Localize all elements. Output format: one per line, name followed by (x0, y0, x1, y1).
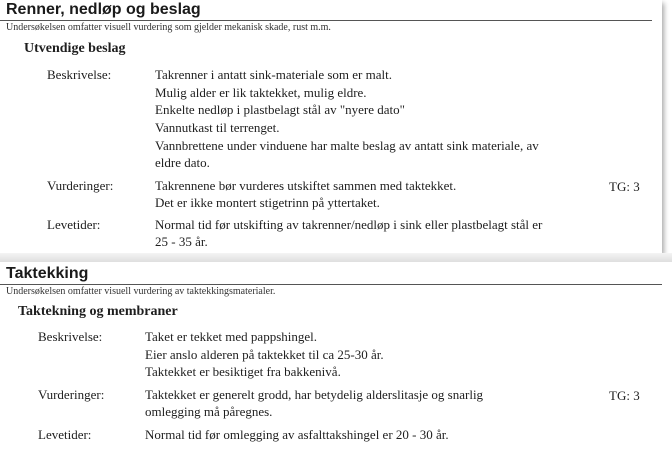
section-subtitle: Undersøkelsen omfatter visuell vurdering av taktekkingsmaterialer. (6, 286, 276, 297)
field-label: Beskrivelse: (38, 329, 103, 344)
section-subtitle: Undersøkelsen omfatter visuell vurdering som gjelder mekanisk skade, rust m.m. (6, 22, 331, 33)
field-text: Taktekket er besiktiget fra bakkenivå. (145, 364, 341, 379)
section-title: Renner, nedløp og beslag (6, 1, 201, 18)
subsection-heading: Taktekning og membraner (18, 304, 178, 319)
field-label: Beskrivelse: (47, 67, 112, 82)
section-divider (0, 284, 662, 285)
field-label: Levetider: (47, 217, 101, 232)
field-label: Vurderinger: (38, 387, 105, 402)
field-text: Taket er tekket med pappshingel. (145, 329, 318, 344)
field-text: eldre dato. (155, 155, 210, 170)
field-text: Det er ikke montert stigetrinn på yttertaket. (155, 195, 380, 210)
field-text: omlegging må påregnes. (145, 404, 273, 419)
tg-rating: TG: 3 (609, 388, 640, 403)
field-text: 25 - 35 år. (155, 234, 208, 249)
field-text: Enkelte nedløp i plastbelagt stål av "nyere dato" (155, 102, 405, 117)
field-label: Vurderinger: (47, 178, 114, 193)
field-text: Mulig alder er lik taktekket, mulig eldre. (155, 85, 367, 100)
field-text: Takrennene bør vurderes utskiftet sammen med taktekket. (155, 178, 457, 193)
subsection-heading: Utvendige beslag (24, 41, 126, 56)
field-text: Normal tid før utskifting av takrenner/nedløp i sink eller plastbelagt stål er (155, 217, 543, 232)
field-text: Vannbrettene under vinduene har malte beslag av antatt sink materiale, av (155, 138, 539, 153)
section-title: Taktekking (6, 265, 89, 282)
field-text: Taktekket er generelt grodd, har betydelig alderslitasje og snarlig (145, 387, 484, 402)
section-divider (0, 20, 652, 21)
field-text: Vannutkast til terrenget. (155, 120, 280, 135)
section-taktekking (0, 262, 672, 452)
field-text: Normal tid før omlegging av asfalttakshingel er 20 - 30 år. (145, 427, 449, 442)
tg-rating: TG: 3 (609, 179, 640, 194)
field-text: Eier anslo alderen på taktekket til ca 25-30 år. (145, 347, 384, 362)
field-text: Takrenner i antatt sink-materiale som er malt. (155, 67, 392, 82)
field-label: Levetider: (38, 427, 92, 442)
